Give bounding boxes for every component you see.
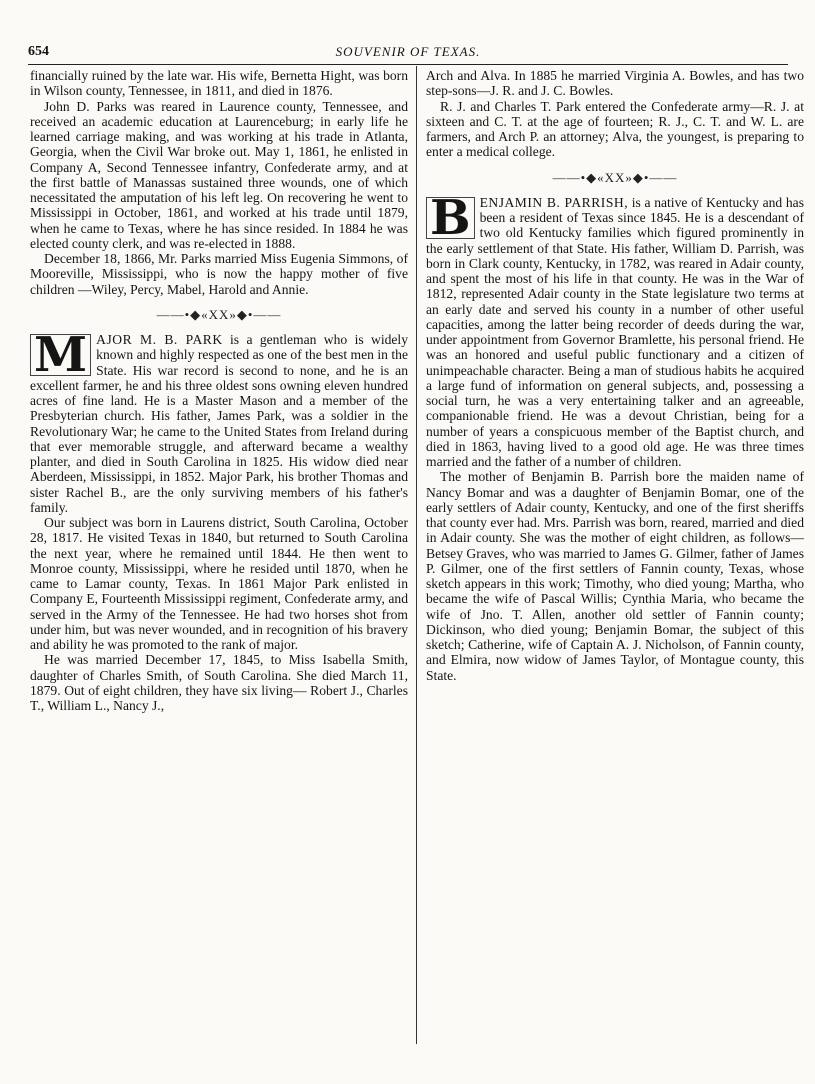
biography-text: is a gentleman who is widely known and highly respected as one of the best men in the State. His war record is second to none, and he is an excellent farmer, he and his three oldest sons owning eleven hundred acres of fine land. He is a Master Mason and a member of the Presbyterian church. His father, James Park, was a soldier in the Revolutionary War; he came to the United States from Ireland during that ever memorable struggle, and afterward became a wealthy planter, and died in South Carolina in 1825. His widow died near Aberdeen, Mississippi, in 1852. Major Park, his brother Thomas and sister Rachel B., are the only surviving members of his father's family. — [30, 332, 408, 515]
running-title: SOUVENIR OF TEXAS. — [335, 44, 481, 59]
page-header — [28, 44, 788, 66]
biography-lead: ENJAMIN B. PARRISH, — [479, 194, 629, 210]
paragraph: He was married December 17, 1845, to Miss Isabella Smith, daughter of Charles Smith, of South Carolina. She died March 11, 1879. Out of eight children, they have six living— Robert J., Charles T., William L., Nancy J., — [30, 652, 408, 713]
section-ornament: ——•◆«XX»◆•—— — [156, 306, 282, 322]
column-divider — [416, 66, 417, 1044]
page-number: 654 — [28, 44, 49, 59]
paragraph: Our subject was born in Laurens district, South Carolina, October 28, 1817. He visited Texas in 1840, but returned to South Carolina the next year, where he remained until 1844. He then went to Monroe county, Mississippi, where he resided until 1870, when he came to Lamar county, Texas. In 1861 Major Park enlisted in Company E, Fourteenth Mississippi regiment, Confederate army, and served in the Army of the Tennessee. He had two horses shot from under him, but was never wounded, and in recognition of his bravery and ability he was promoted to the rank of major. — [30, 515, 408, 652]
header-rule — [28, 64, 788, 65]
paragraph: financially ruined by the late war. His wife, Bernetta Hight, was born in Wilson county, Tennessee, in 1811, and died in 1876. — [30, 68, 408, 99]
right-column — [426, 68, 804, 683]
biography-text: is a native of Kentucky and has been a resident of Texas since 1845. He is a descendant of two old Kentucky families which figured prominently in the early settlement of that State. His father, William D. Parrish, was born in Clark county, Kentucky, in 1782, was reared in Adair county, and spent the most of his life in that county. He was in the War of 1812, represented Adair county in the State legislature two terms at an early date and served his county in a number of other useful capacities, among the latter being recorder of deeds during the war, under appointment from Governor Bramlette, his personal friend. He was an honored and useful public functionary and a citizen of unimpeachable character. Being a man of studious habits he acquired a large fund of information on general subjects, and, possessing a social turn, he was a very entertaining talker and an agreeable, companionable friend. He was a devout Christian, being for a number of years a conspicuous member of the Baptist church, and died in 1863, having lived to a good old age. He was three times married and the father of a number of children. — [426, 194, 804, 469]
section-ornament: ——•◆«XX»◆•—— — [552, 169, 678, 185]
drop-cap: M — [30, 334, 91, 376]
biography-paragraph — [30, 327, 408, 515]
paragraph: The mother of Benjamin B. Parrish bore the maiden name of Nancy Bomar and was a daughter of Benjamin Bomar, one of the early settlers of Adair county, Kentucky, and one of the first sheriffs that county ever had. Mrs. Parrish was born, reared, married and died in Adair county. She was the mother of eight children, as follows—Betsey Graves, who was married to James G. Gilmer, father of James P. Gilmer, one of the first settlers of Fannin county, Texas, whose sketch appears in this work; Timothy, who died young; Martha, who became the wife of Pascal Willis; Cynthia Maria, who became the wife of Jno. T. Allen, another old settler of Fannin county; Dickinson, who died young; Benjamin Bomar, the subject of this sketch; Catherine, wife of Captain A. J. Nicholson, of Fannin county, and Elmira, now widow of James Taylor, of Montague county, this State. — [426, 469, 804, 683]
biography-lead: AJOR M. B. PARK — [96, 332, 223, 347]
drop-cap: B — [426, 197, 475, 239]
paragraph: R. J. and Charles T. Park entered the Confederate army—R. J. at sixteen and C. T. at the age of fourteen; R. J., C. T. and W. L. are farmers, and Arch P. an attorney; Alva, the youngest, is preparing to enter a medical college. — [426, 98, 804, 160]
left-column — [30, 68, 408, 713]
biography-paragraph — [426, 189, 804, 470]
paragraph: Arch and Alva. In 1885 he married Virginia A. Bowles, and has two step-sons—J. R. and J. C. Bowles. — [426, 68, 804, 99]
paragraph: John D. Parks was reared in Laurence county, Tennessee, and received an academic education at Laurenceburg; in early life he learned carriage making, and was working at his trade in Atlanta, Georgia, when the Civil War broke out. May 1, 1861, he enlisted in Company A, Second Tennessee infantry, Confederate army, and at the first battle of Manassas sustained three wounds, one of which necessitated the amputation of his left leg. On recovering he went to Mississippi in October, 1861, and worked at his trade until 1879, when he came to Texas, where he has since resided. In 1884 he was elected county clerk, and was re-elected in 1888. — [30, 98, 408, 251]
paragraph: December 18, 1866, Mr. Parks married Miss Eugenia Simmons, of Mooreville, Mississippi, who is now the happy mother of five children —Wiley, Percy, Mabel, Harold and Annie. — [30, 251, 408, 297]
